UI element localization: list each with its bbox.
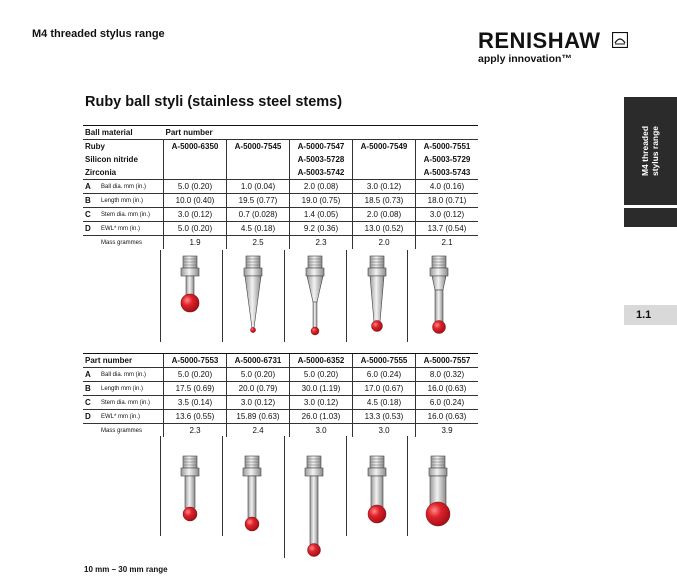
value-cell: 2.3 <box>164 424 227 438</box>
table-row <box>83 236 478 250</box>
stylus-illustrations-2 <box>160 436 470 558</box>
value-cell: 16.0 (0.63) <box>416 382 479 396</box>
value-cell: 2.0 (0.08) <box>290 180 353 194</box>
row-label: EWL* mm (in.) <box>99 410 164 424</box>
table-row <box>83 368 478 382</box>
ball-material-header: Ball material <box>83 126 164 140</box>
value-cell: 30.0 (1.19) <box>290 382 353 396</box>
table-row <box>83 180 478 194</box>
part-number-cell: A-5000-6731 <box>227 354 290 368</box>
stylus-icon <box>305 456 323 557</box>
value-cell: 2.5 <box>227 236 290 250</box>
logo-wordmark: RENISHAW <box>478 28 601 53</box>
value-cell: 3.5 (0.14) <box>164 396 227 410</box>
material-label: Zirconia <box>83 166 164 180</box>
stylus-icon <box>306 256 324 335</box>
row-key: B <box>83 194 99 208</box>
value-cell: 3.0 <box>290 424 353 438</box>
stylus-spec-table-2 <box>83 353 478 437</box>
part-number-cell: A-5000-7547 <box>290 140 353 154</box>
value-cell: 2.0 (0.08) <box>353 208 416 222</box>
side-tab-label: M4 threaded stylus range <box>640 125 661 177</box>
value-cell: 3.0 (0.12) <box>164 208 227 222</box>
value-cell: 17.5 (0.69) <box>164 382 227 396</box>
value-cell: 5.0 (0.20) <box>164 222 227 236</box>
value-cell: 17.0 (0.67) <box>353 382 416 396</box>
value-cell: 16.0 (0.63) <box>416 410 479 424</box>
part-number-header: Part number <box>83 354 164 368</box>
row-key: B <box>83 382 99 396</box>
row-label: Stem dia. mm (in.) <box>99 208 164 222</box>
part-number-cell: A-5000-7545 <box>227 140 290 154</box>
logo-mark-icon <box>612 32 628 48</box>
table-row <box>83 396 478 410</box>
value-cell: 2.0 <box>353 236 416 250</box>
row-label: EWL* mm (in.) <box>99 222 164 236</box>
value-cell: 3.0 (0.12) <box>290 396 353 410</box>
part-number-cell <box>353 153 416 166</box>
value-cell: 26.0 (1.03) <box>290 410 353 424</box>
value-cell: 1.4 (0.05) <box>290 208 353 222</box>
value-cell: 3.0 (0.12) <box>353 180 416 194</box>
value-cell: 4.5 (0.18) <box>227 222 290 236</box>
stylus-illustrations-1 <box>160 250 470 342</box>
section-title: Ruby ball styli (stainless steel stems) <box>85 94 343 110</box>
table-row <box>83 382 478 396</box>
value-cell: 15.89 (0.63) <box>227 410 290 424</box>
value-cell: 19.5 (0.77) <box>227 194 290 208</box>
value-cell: 19.0 (0.75) <box>290 194 353 208</box>
part-number-cell: A-5000-7557 <box>416 354 479 368</box>
value-cell: 4.5 (0.18) <box>353 396 416 410</box>
part-number-cell <box>353 166 416 180</box>
logo-tagline: apply innovation™ <box>478 53 572 65</box>
value-cell: 1.0 (0.04) <box>227 180 290 194</box>
table-row <box>83 166 478 180</box>
value-cell: 2.3 <box>290 236 353 250</box>
value-cell: 1.9 <box>164 236 227 250</box>
value-cell: 9.2 (0.36) <box>290 222 353 236</box>
table-row <box>83 222 478 236</box>
part-number-cell: A-5003-5729 <box>416 153 479 166</box>
value-cell: 0.7 (0.028) <box>227 208 290 222</box>
value-cell: 2.4 <box>227 424 290 438</box>
stylus-icon <box>244 256 262 333</box>
row-label: Ball dia. mm (in.) <box>99 368 164 382</box>
row-key: A <box>83 180 99 194</box>
value-cell: 3.0 <box>353 424 416 438</box>
part-number-cell <box>227 153 290 166</box>
table-row <box>83 410 478 424</box>
stylus-icon <box>426 456 450 526</box>
value-cell: 13.0 (0.52) <box>353 222 416 236</box>
stylus-icon <box>243 456 261 531</box>
value-cell: 5.0 (0.20) <box>164 368 227 382</box>
material-label: Silicon nitride <box>85 154 138 164</box>
stylus-icon <box>181 256 199 312</box>
table-row <box>83 424 478 438</box>
table-header-row <box>83 354 478 368</box>
row-label: Length mm (in.) <box>99 194 164 208</box>
row-label: Stem dia. mm (in.) <box>99 396 164 410</box>
row-key <box>83 424 99 438</box>
value-cell: 13.7 (0.54) <box>416 222 479 236</box>
value-cell: 3.0 (0.12) <box>227 396 290 410</box>
value-cell: 18.5 (0.73) <box>353 194 416 208</box>
part-number-cell: A-5003-5743 <box>416 166 479 180</box>
row-label: Mass grammes <box>101 427 143 434</box>
table-row <box>83 194 478 208</box>
value-cell: 13.6 (0.55) <box>164 410 227 424</box>
part-number-cell: A-5000-7555 <box>353 354 416 368</box>
stylus-icon <box>181 456 199 521</box>
table-row <box>83 153 478 166</box>
value-cell: 13.3 (0.53) <box>353 410 416 424</box>
row-key <box>83 236 99 250</box>
value-cell: 5.0 (0.20) <box>290 368 353 382</box>
stylus-icon <box>430 256 448 334</box>
table-row <box>83 140 478 154</box>
part-number-cell: A-5000-7549 <box>353 140 416 154</box>
value-cell: 8.0 (0.32) <box>416 368 479 382</box>
row-key: D <box>83 222 99 236</box>
stylus-icon <box>368 456 386 523</box>
renishaw-logo <box>478 30 601 65</box>
table-header-row <box>83 126 478 140</box>
row-label: Length mm (in.) <box>99 382 164 396</box>
value-cell: 18.0 (0.71) <box>416 194 479 208</box>
table-row <box>83 208 478 222</box>
row-key: A <box>83 368 99 382</box>
value-cell: 20.0 (0.79) <box>227 382 290 396</box>
value-cell: 6.0 (0.24) <box>353 368 416 382</box>
material-label: Ruby <box>85 141 105 151</box>
row-key: C <box>83 208 99 222</box>
stylus-icon <box>368 256 386 332</box>
row-label: Mass grammes <box>101 239 143 246</box>
value-cell: 4.0 (0.16) <box>416 180 479 194</box>
row-label: Ball dia. mm (in.) <box>99 180 164 194</box>
range-footer: 10 mm – 30 mm range <box>84 565 168 574</box>
row-key: C <box>83 396 99 410</box>
part-number-cell: A-5000-6350 <box>164 140 227 154</box>
value-cell: 3.0 (0.12) <box>416 208 479 222</box>
value-cell: 5.0 (0.20) <box>227 368 290 382</box>
part-number-cell: A-5003-5742 <box>290 166 353 180</box>
part-number-cell <box>164 166 227 180</box>
stylus-spec-table-1 <box>83 125 478 249</box>
part-number-cell <box>227 166 290 180</box>
value-cell: 6.0 (0.24) <box>416 396 479 410</box>
side-tab-divider <box>624 205 677 208</box>
part-number-cell <box>164 153 227 166</box>
header-title: M4 threaded stylus range <box>32 28 165 40</box>
part-number-cell: A-5000-7553 <box>164 354 227 368</box>
part-number-cell: A-5000-6352 <box>290 354 353 368</box>
value-cell: 5.0 (0.20) <box>164 180 227 194</box>
row-key: D <box>83 410 99 424</box>
value-cell: 2.1 <box>416 236 479 250</box>
value-cell: 3.9 <box>416 424 479 438</box>
value-cell: 10.0 (0.40) <box>164 194 227 208</box>
part-number-cell: A-5000-7551 <box>416 140 479 154</box>
side-tab-number: 1.1 <box>624 305 677 325</box>
part-number-cell: A-5003-5728 <box>290 153 353 166</box>
part-number-header: Part number <box>164 126 479 140</box>
